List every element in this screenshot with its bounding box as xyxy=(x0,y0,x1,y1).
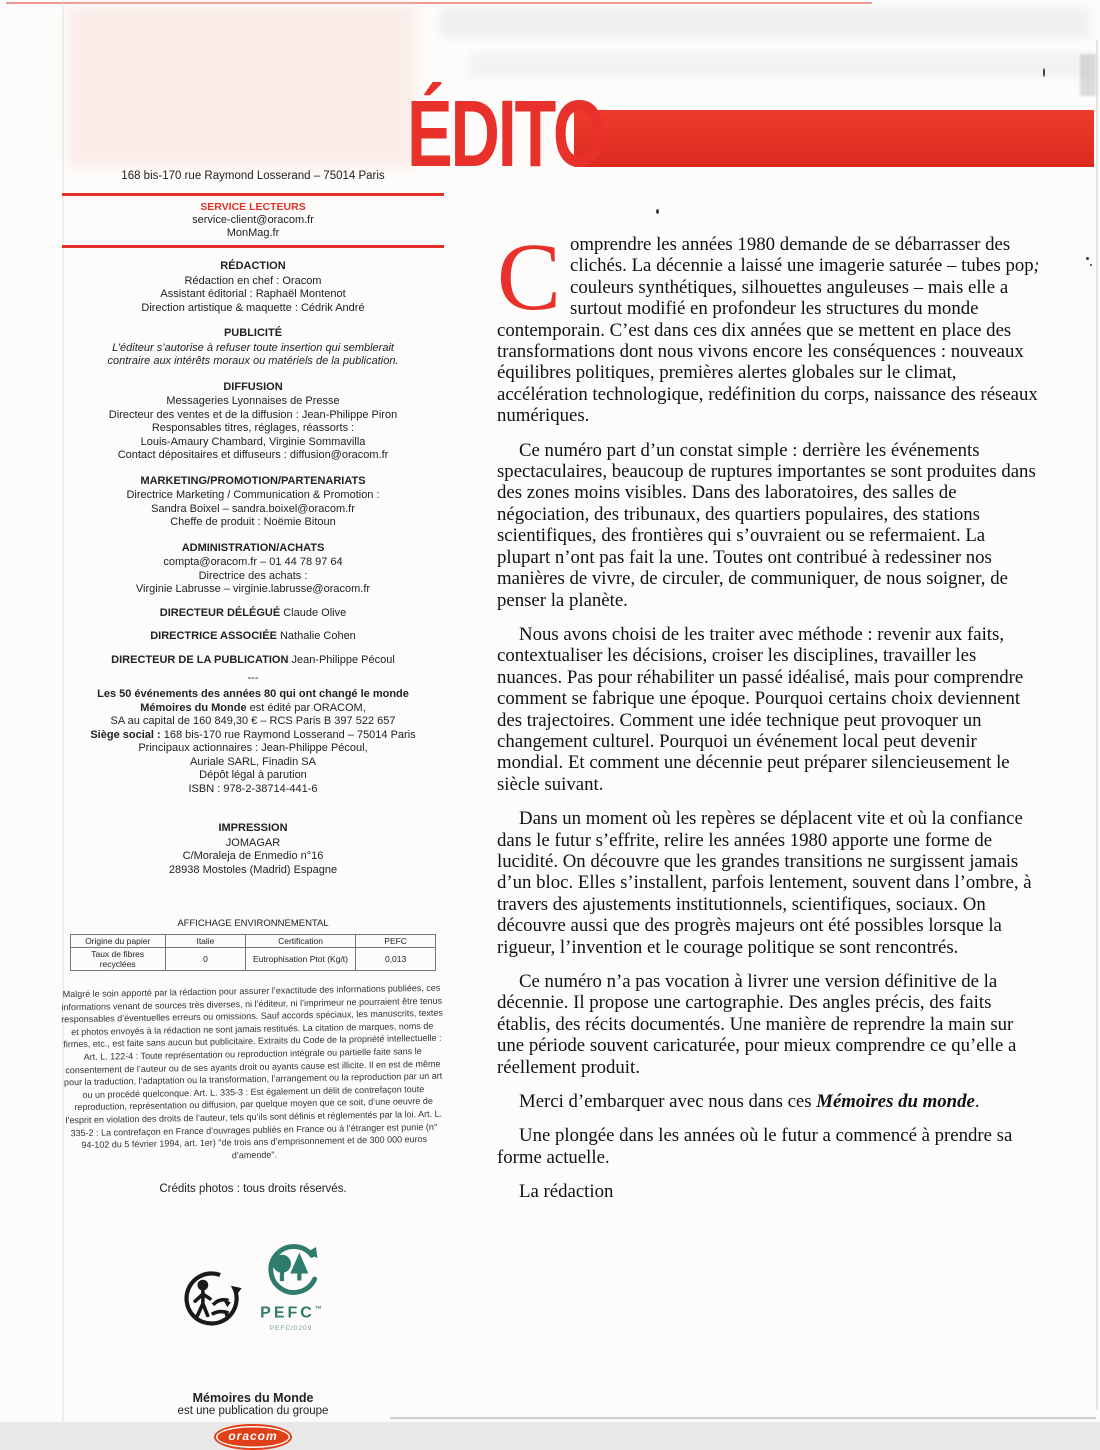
red-divider xyxy=(62,245,444,248)
legal-notice: Malgré le soin apporté par la rédaction pour assurer l’exactitude des informations publiées, ces informations venant de sources très diverses, ni l’éditeur, ni l’imprimeur ne pourraient être tenus responsables d’éventuelles erreurs ou omissions. Sauf accords spéciaux, les manuscrits, textes et photos envoyés à la rédaction ne sont jamais restitués. La citation de marques, noms de firmes, etc., est faite sans aucun but publicitaire. Extraits du Code de la propriété intellectuelle : Art. L. 122-4 : Toute représentation ou reproduction intégrale ou partielle faite sans le consentement de l’auteur ou de ses ayants droit ou ayants cause est illicite. Il en est de même pour la traduction, l’adaptation ou la transformation, l’arrangement ou la reproduction par un art ou un procédé quelconque. Art. L. 335-3 : Est également un délit de contrefaçon toute reproduction, représentation ou diffusion, par quelque moyen que ce soit, d’une oeuvre de l’esprit en violation des droits de l’auteur, tels qu’ils sont définis et réglementés par la loi. Art. L. 335-2 : La contrefaçon en France d’ouvrages publiés en France ou à l’étranger est punie (n° 94-102 du 5 février 1994, art. 1er) "de trois ans d’emprisonnement et de 300 000 euros d’amende". xyxy=(61,982,443,1160)
edito-paragraph: La rédaction xyxy=(519,1181,614,1203)
editorial-column xyxy=(497,223,1043,1216)
director-line xyxy=(62,630,444,644)
environment-cell: Taux de fibres recyclées xyxy=(70,947,165,970)
director-name: Nathalie Cohen xyxy=(279,630,356,642)
footer-magazine-name: Mémoires du Monde xyxy=(192,1390,314,1405)
environment-cell: Eutrophisation Ptot (Kg/t) xyxy=(246,947,356,970)
director-line xyxy=(62,654,444,668)
paragraph-text: . xyxy=(974,1091,980,1113)
publisher-text: Auriale SARL, Finadin SA xyxy=(190,755,316,768)
publisher-line xyxy=(62,742,444,756)
publisher-text: Mémoires du Monde xyxy=(140,701,247,714)
publication-footer xyxy=(62,1392,444,1450)
service-lecteurs-site: MonMag.fr xyxy=(226,226,280,239)
separator-dashes: --- xyxy=(247,672,259,684)
publisher-text: Les 50 événements des années 80 qui ont changé le monde xyxy=(97,688,409,700)
pefc-wordmark: PEFC™ xyxy=(260,1304,322,1322)
edito-paragraph: Comprendre les années 1980 demande de se débarrasser des clichés. La décennie a laissé une imagerie saturée – tubes pop, couleurs synthétiques, silhouettes anguleuses – mais elle a surtout modifié en profondeur les structures du monde contemporain. C’est dans ces dix années que se mettent en place des transformations dont nous vivons encore les conséquences : nouveaux équilibres politiques, premières alertes globales sur le climat, accélération technologique, redéfinition du corps, naissance des réseaux numériques. xyxy=(497,223,1039,427)
section-line: Contact dépositaires et diffuseurs : diffusion@oracom.fr xyxy=(117,449,389,461)
edito-paragraph: Nous avons choisi de les traiter avec méthode : revenir aux faits, contextualiser les décisions, croiser les disciplines, travailler les nuances. Pas pour réhabiliter un passé idéalisé, mais pour comprendre comment se fabrique une époque. Pourquoi certains choix deviennent des trajectoires. Comment une idée technique peut provoquer un changement culturel. Pourquoi un événement local peut devenir mondial. Et comment une décennie peut préparer silencieusement le siècle suivant. xyxy=(497,623,1024,795)
environment-title: AFFICHAGE ENVIRONNEMENTAL xyxy=(177,918,329,929)
oracom-logo: oracom xyxy=(214,1424,291,1450)
director-line xyxy=(62,607,444,621)
edito-paragraph: Dans un moment où les repères se déplacent vite et où la confiance dans le futur s’effrite, relire les années 1980 apporte une forme de lucidité. On découvre que les grandes transitions ne surgissent jamais d’un bloc. Elles s’installent, parfois lentement, souvent dans l’ombre, à travers des ajustements institutionnels, scientifiques, sociaux. On découvre aussi que des progrès majeurs ont été possibles lorsque la rigueur, l’invention et le courage politique se sont rencontrés. xyxy=(497,808,1032,958)
section-line: Sandra Boixel – sandra.boixel@oracom.fr xyxy=(151,502,355,515)
publisher-address: 168 bis-170 rue Raymond Losserand – 75014 Paris xyxy=(121,170,385,182)
director-name: Jean-Philippe Pécoul xyxy=(291,653,395,666)
environment-row xyxy=(70,934,436,947)
environment-cell: 0 xyxy=(165,947,245,970)
section-title: MARKETING/PROMOTION/PARTENARIATS xyxy=(140,474,366,487)
publisher-text: ISBN : 978-2-38714-441-6 xyxy=(188,782,318,795)
environment-table xyxy=(70,934,437,971)
section-line: compta@oracom.fr – 01 44 78 97 64 xyxy=(163,556,343,568)
impression-line: C/Moraleja de Enmedio n°16 xyxy=(182,850,324,862)
section-line: Directrice des achats : xyxy=(198,569,308,582)
masthead-section xyxy=(62,542,444,597)
environment-cell: 0,013 xyxy=(355,947,435,970)
impression-block xyxy=(62,822,444,877)
publisher-line xyxy=(62,783,444,797)
masthead-column xyxy=(62,170,444,1450)
scan-edge-mark xyxy=(1080,54,1096,96)
edito-paragraph: Une plongée dans les années où le futur a commencé à prendre sa forme actuelle. xyxy=(497,1125,1013,1168)
publisher-text: SA au capital de 160 849,30 € – RCS Paris B 397 522 657 xyxy=(110,715,396,727)
masthead-section xyxy=(62,381,444,463)
section-title: PUBLICITÉ xyxy=(223,327,283,339)
environment-row xyxy=(70,947,436,970)
section-line: Directeur des ventes et de la diffusion : Jean-Philippe Piron xyxy=(108,408,398,421)
impression-lines xyxy=(62,837,444,878)
publisher-line xyxy=(62,769,444,783)
publisher-line xyxy=(62,756,444,770)
scan-top-red-line xyxy=(6,2,872,4)
page-title: ÉDITO xyxy=(407,81,604,187)
masthead-section xyxy=(62,475,444,530)
section-line: Responsables titres, réglages, réassorts : xyxy=(151,422,355,434)
edito-header xyxy=(407,81,681,188)
section-line: contraire aux intérêts moraux ou matériels de la publication. xyxy=(107,355,399,367)
scan-speck xyxy=(656,209,659,214)
scan-bottom-edge xyxy=(390,1417,1096,1419)
impression-line: 28938 Mostoles (Madrid) Espagne xyxy=(168,863,338,876)
section-title: RÉDACTION xyxy=(220,260,286,272)
publisher-line xyxy=(62,715,444,729)
impression-line: JOMAGAR xyxy=(225,836,281,849)
publisher-line xyxy=(62,729,444,743)
service-lecteurs-email: service-client@oracom.fr xyxy=(192,214,314,226)
edito-paragraph xyxy=(497,1091,1043,1112)
director-title: DIRECTEUR DÉLÉGUÉ xyxy=(159,606,284,619)
masthead-sections xyxy=(62,260,444,597)
section-line: Direction artistique & maquette : Cédrik André xyxy=(141,301,365,314)
publisher-line xyxy=(62,702,444,716)
section-line: Cheffe de produit : Noëmie Bitoun xyxy=(170,516,336,528)
masthead-section xyxy=(62,327,444,369)
section-title: ADMINISTRATION/ACHATS xyxy=(181,541,325,554)
red-divider xyxy=(62,193,444,196)
director-title: DIRECTRICE ASSOCIÉE xyxy=(150,630,280,642)
publisher-block xyxy=(62,688,444,796)
pefc-logo xyxy=(259,1242,323,1335)
triman-recycling-icon xyxy=(183,1269,243,1336)
scan-speck xyxy=(1090,264,1092,266)
environment-cell: PEFC xyxy=(355,934,435,947)
impression-title: IMPRESSION xyxy=(218,822,288,834)
environment-cell: Certification xyxy=(246,934,356,947)
masthead-directors xyxy=(62,607,444,668)
section-line: L’éditeur s’autorise à refuser toute insertion qui semblerait xyxy=(112,341,394,354)
masthead-section xyxy=(62,260,444,315)
magazine-name-emphasis: Mémoires du monde xyxy=(816,1091,975,1113)
director-title: DIRECTEUR DE LA PUBLICATION xyxy=(111,653,292,666)
scan-speck xyxy=(1043,68,1045,77)
scan-pink-showthrough xyxy=(68,6,416,168)
paragraph-text: Merci d’embarquer avec nous dans ces xyxy=(519,1091,817,1113)
publisher-text: Principaux actionnaires : Jean-Philippe Pécoul, xyxy=(138,742,368,754)
footer-publication-text: est une publication du groupe xyxy=(177,1405,329,1418)
edito-paragraph: Ce numéro part d’un constat simple : derrière les événements spectaculaires, beaucoup de ruptures importantes se sont produites dans des zones moins visibles. Dans des laboratoires, des salles de négociation, des tribunaux, des quartiers populaires, des stations scientifiques, des frontières qui s’ouvraient ou se refermaient. La plupart n’ont pas fait la une. Toutes ont contribué à redessiner nos manières de vivre, de circuler, de communiquer, de nous soigner, de penser la planète. xyxy=(497,439,1036,611)
section-line: Louis-Amaury Chambard, Virginie Sommavilla xyxy=(140,435,366,448)
certification-logos xyxy=(62,1242,444,1335)
scan-speck xyxy=(1086,257,1089,260)
director-name: Claude Olive xyxy=(283,606,347,619)
section-line: Rédaction en chef : Oracom xyxy=(184,274,322,287)
environment-cell: Origine du papier xyxy=(70,934,165,947)
drop-cap: C xyxy=(497,223,562,330)
section-title: DIFFUSION xyxy=(223,380,283,393)
publisher-line xyxy=(62,688,444,702)
edito-paragraph: Ce numéro n’a pas vocation à livrer une version définitive de la décennie. Il propose une cartographie. Des angles précis, des faits établis, des récits documentés. Une manière de reprendre la main sur une période souvent caricaturée, pour mieux comprendre ce qu’elle a réellement produit. xyxy=(497,971,1017,1078)
scan-edge-line xyxy=(1096,40,1098,1410)
photo-credits: Crédits photos : tous droits réservés. xyxy=(159,1182,347,1195)
scan-ghost-band xyxy=(470,52,1090,78)
service-lecteurs-title: SERVICE LECTEURS xyxy=(200,200,306,213)
section-line: Assistant éditorial : Raphaël Montenot xyxy=(160,288,346,300)
environment-cell: Italie xyxy=(165,934,245,947)
section-line: Virginie Labrusse – virginie.labrusse@oracom.fr xyxy=(135,583,371,595)
publisher-text: 168 bis-170 rue Raymond Losserand – 75014 Paris xyxy=(163,728,416,741)
section-line: Messageries Lyonnaises de Presse xyxy=(166,395,340,407)
scan-ghost-band xyxy=(440,8,1090,38)
publisher-text: Siège social : xyxy=(90,728,164,741)
pefc-code: PEFC/0209 xyxy=(269,1325,313,1333)
publisher-text: Dépôt légal à parution xyxy=(199,769,307,781)
publisher-text: est édité par ORACOM, xyxy=(246,701,366,714)
section-line: Directrice Marketing / Communication & Promotion : xyxy=(126,489,380,501)
pefc-trees-icon xyxy=(259,1289,323,1301)
